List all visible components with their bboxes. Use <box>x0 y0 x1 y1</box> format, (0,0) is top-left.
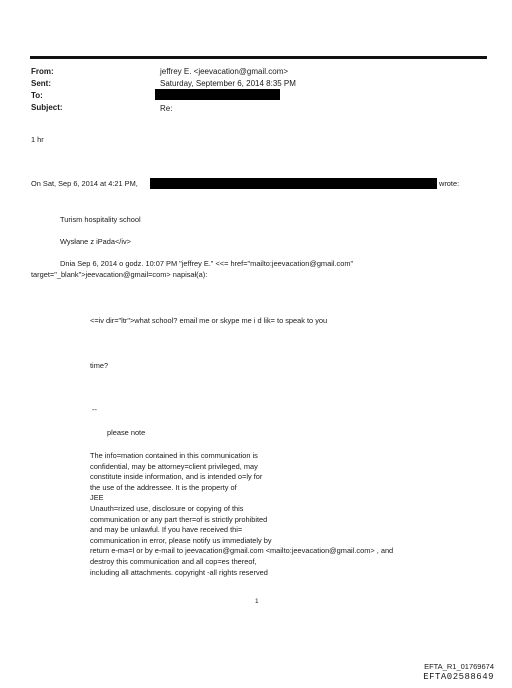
on-sat-prefix: On Sat, Sep 6, 2014 at 4:21 PM, <box>31 179 138 188</box>
redaction-sender <box>150 178 437 189</box>
notice-line: Unauth=rized use, disclosure or copying of this <box>90 503 244 513</box>
dashes-line: -- <box>92 405 97 414</box>
turism-line: Turism hospitality school <box>60 215 141 224</box>
notice-line: constitute inside information, and is intended o=ly for <box>90 472 263 482</box>
notice-line: communication or any part ther=of is strictly prohibited <box>90 514 268 524</box>
notice-line: destroy this communication and all cop=es thereof, <box>90 556 257 566</box>
on-sat-suffix: wrote: <box>439 179 460 188</box>
notice-line: the use of the addressee. It is the property of <box>90 482 237 492</box>
div-line: <=iv dir="ltr">what school? email me or skype me i d lik= to speak to you <box>90 316 328 325</box>
dnia-line-1: Dnia Sep 6, 2014 o godz. 10:07 PM "jeffrey E." <<= href="mailto:jeevacation@gmail.com" <box>60 259 354 268</box>
notice-line: and may be unlawful. If you have received thi= <box>90 525 243 535</box>
notice-line: confidential, may be attorney=client privileged, may <box>90 461 258 471</box>
line-1hr: 1 hr <box>31 135 44 144</box>
wyslane-line: Wysłane z iPada</iv> <box>60 237 132 246</box>
subject-label: Subject: <box>31 103 63 112</box>
please-note-line: please note <box>107 428 146 437</box>
notice-line: return e-ma=l or by e-mail to jeevacation@gmail.com <mailto:jeevacation@gmail.com> , and <box>90 546 394 556</box>
footer-id-1: EFTA_R1_01769674 <box>424 662 494 671</box>
confidentiality-notice <box>90 451 393 578</box>
subject-value: Re: <box>160 104 173 113</box>
notice-line: communication in error, please notify us immediately by <box>90 535 272 545</box>
from-label: From: <box>31 67 54 76</box>
to-label: To: <box>31 91 43 100</box>
time-line: time? <box>90 361 109 370</box>
notice-line: including all attachments. copyright -all rights reserved <box>90 567 268 577</box>
dnia-line-2: target="_blank">jeevacation@gmail=com> napisał(a): <box>31 270 208 279</box>
notice-line: The info=mation contained in this communication is <box>90 451 258 460</box>
page-number: 1 <box>255 598 259 605</box>
notice-line: JEE <box>90 493 104 503</box>
header-rule <box>30 56 487 59</box>
footer-id-2: EFTA02588649 <box>423 672 494 682</box>
from-value: jeffrey E. <jeevacation@gmail.com> <box>160 67 289 76</box>
sent-label: Sent: <box>31 79 51 88</box>
sent-value: Saturday, September 6, 2014 8:35 PM <box>160 79 296 88</box>
redaction-to <box>155 89 280 100</box>
